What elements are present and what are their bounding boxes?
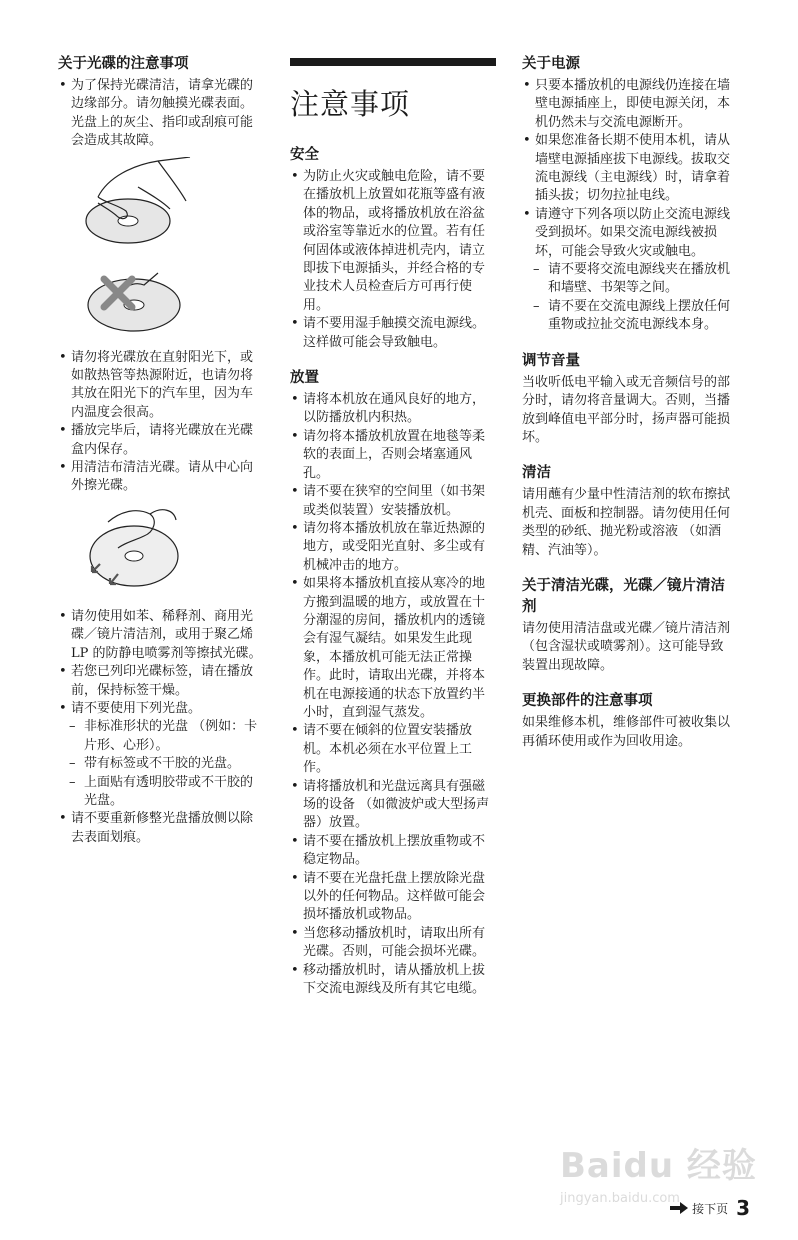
column-right bbox=[522, 54, 732, 767]
power-list bbox=[522, 77, 732, 335]
page-title: 注意事项 bbox=[290, 87, 411, 121]
section-title-cleaning: 清洁 bbox=[522, 465, 551, 482]
watermark-brand: Baidu 经验 bbox=[560, 1146, 757, 1186]
arrow-right-icon bbox=[670, 1202, 688, 1214]
list-item: • 请勿使用如苯、稀释剂、商用光碟／镜片清洁剂，或用于聚乙烯 LP 的防静电喷雾剂等擦拭光碟。 bbox=[58, 608, 264, 663]
volume-text: 当收听低电平输入或无音频信号的部分时，请勿将音量调大。否则，当播放到峰值电平部分时，扬声器可能损坏。 bbox=[522, 374, 731, 445]
list-item: • 请遵守下列各项以防止交流电源线受到损坏。如果交流电源线被损坏，可能会导致火灾或触电。 bbox=[522, 206, 732, 261]
sub-list-item: – 非标准形状的光盘 （例如：卡片形、心形）。 bbox=[58, 718, 264, 755]
section-title-power: 关于电源 bbox=[522, 56, 580, 72]
column-middle bbox=[290, 54, 496, 1014]
list-item: • 请勿将本播放机放置在地毯等柔软的表面上，否则会堵塞通风孔。 bbox=[290, 428, 496, 483]
list-item: • 请将本机放在通风良好的地方，以防播放机内积热。 bbox=[290, 391, 496, 428]
section-title-disc-care: 关于光碟的注意事项 bbox=[58, 56, 189, 72]
parts-text: 如果维修本机，维修部件可被收集以再循环使用或作为回收用途。 bbox=[522, 715, 731, 749]
disc-care-list bbox=[58, 77, 264, 114]
section-cleaning bbox=[522, 463, 732, 560]
safety-list bbox=[290, 168, 496, 352]
cleaning-text: 请用蘸有少量中性清洁剂的软布擦拭机壳、面板和控制器。请勿使用任何类型的砂纸、抛光粉或溶液 （如酒精、汽油等）。 bbox=[522, 487, 731, 558]
list-item: • 请不要在播放机上摆放重物或不稳定物品。 bbox=[290, 833, 496, 870]
list-item: • 播放完毕后，请将光碟放在光碟盒内保存。 bbox=[58, 422, 264, 459]
list-item: • 请勿将本播放机放在靠近热源的地方，或受阳光直射、多尘或有机械冲击的地方。 bbox=[290, 520, 496, 575]
section-safety bbox=[290, 145, 496, 352]
watermark-url: jingyan.baidu.com bbox=[560, 1191, 680, 1206]
disc-cleaner-text: 请勿使用清洁盘或光碟／镜片清洁剂 （包含湿状或喷雾剂）。这可能导致装置出现故障。 bbox=[522, 620, 731, 673]
disc-no-touch-illustration bbox=[78, 267, 198, 339]
list-item: • 为防止火灾或触电危险，请不要在播放机上放置如花瓶等盛有液体的物品，或将播放机放在浴盆或浴室等靠近水的位置。若有任何固体或液体掉进机壳内，请立即拔下电源插头，并经合格的专业技术人员检查后方可再行使用。 bbox=[290, 168, 496, 315]
list-item: • 当您移动播放机时，请取出所有光碟。否则，可能会损坏光碟。 bbox=[290, 925, 496, 962]
list-item: • 为了保持光碟清洁，请拿光碟的边缘部分。请勿触摸光碟表面。 bbox=[58, 77, 264, 114]
sub-list-item: – 请不要将交流电源线夹在播放机和墙壁、书架等之间。 bbox=[522, 261, 732, 298]
page-number: 3 bbox=[736, 1196, 750, 1220]
page-footer bbox=[670, 1196, 750, 1220]
section-placement bbox=[290, 368, 496, 998]
section-title-placement: 放置 bbox=[290, 370, 319, 387]
list-item: • 用清洁布清洁光碟。请从中心向外擦光碟。 bbox=[58, 459, 264, 496]
disc-wiping-illustration bbox=[78, 502, 198, 598]
section-disc-care bbox=[58, 54, 264, 847]
continued-label: 接下页 bbox=[692, 1201, 729, 1216]
list-item: • 请勿将光碟放在直射阳光下，或如散热管等热源附近，也请勿将其放在阳光下的汽车里，因为车内温度会很高。 bbox=[58, 349, 264, 423]
disc-care-list-3 bbox=[58, 608, 264, 847]
list-item: • 请将播放机和光盘远离具有强磁场的设备 （如微波炉或大型扬声器）放置。 bbox=[290, 778, 496, 833]
list-item: • 只要本播放机的电源线仍连接在墙壁电源插座上，即使电源关闭，本机仍然未与交流电源断开。 bbox=[522, 77, 732, 132]
section-power bbox=[522, 54, 732, 335]
list-item: • 若您已列印光碟标签，请在播放前，保持标签干燥。 bbox=[58, 663, 264, 700]
list-item: • 请不要用湿手触摸交流电源线。这样做可能会导致触电。 bbox=[290, 315, 496, 352]
list-item: • 如果将本播放机直接从寒冷的地方搬到温暖的地方，或放置在十分潮湿的房间，播放机内的透镜会有湿气凝结。如果发生此现象，本播放机可能无法正常操作。此时，请取出光碟，并将本机在电源接通的状态下放置约半小时，直到湿气蒸发。 bbox=[290, 575, 496, 722]
disc-hole bbox=[118, 216, 138, 226]
list-item: • 请不要使用下列光盘。 bbox=[58, 700, 264, 718]
disc-care-list-2 bbox=[58, 349, 264, 496]
list-item: • 移动播放机时，请从播放机上拔下交流电源线及所有其它电缆。 bbox=[290, 962, 496, 999]
list-item: • 请不要在狭窄的空间里（如书架或类似装置）安装播放机。 bbox=[290, 483, 496, 520]
sub-list-item: – 带有标签或不干胶的光盘。 bbox=[58, 755, 264, 773]
section-title-parts: 更换部件的注意事项 bbox=[522, 693, 653, 710]
list-item: • 请不要在倾斜的位置安装播放机。本机必须在水平位置上工作。 bbox=[290, 722, 496, 777]
section-disc-cleaner bbox=[522, 576, 732, 675]
disc-hole bbox=[125, 551, 143, 561]
section-title-volume: 调节音量 bbox=[522, 352, 580, 369]
section-volume bbox=[522, 351, 732, 448]
column-left bbox=[58, 54, 264, 863]
sub-list-item: – 请不要在交流电源线上摆放任何重物或拉扯交流电源线本身。 bbox=[522, 298, 732, 335]
section-title-disc-cleaner: 关于清洁光碟，光碟／镜片清洁剂 bbox=[522, 577, 725, 615]
section-title-safety: 安全 bbox=[290, 147, 319, 163]
placement-list bbox=[290, 391, 496, 998]
list-item: • 如果您准备长期不使用本机，请从墙壁电源插座拔下电源线。拔取交流电源线（主电源线）时，请拿着插头拔；切勿拉扯电线。 bbox=[522, 132, 732, 206]
note-text: 光盘上的灰尘、指印或刮痕可能会造成其故障。 bbox=[71, 114, 254, 149]
section-parts bbox=[522, 691, 732, 751]
title-rule bbox=[290, 58, 496, 66]
list-item: • 请不要重新修整光盘播放侧以除去表面划痕。 bbox=[58, 810, 264, 847]
disc-holding-illustration bbox=[78, 157, 198, 257]
sub-list-item: – 上面贴有透明胶带或不干胶的光盘。 bbox=[58, 774, 264, 811]
list-item: • 请不要在光盘托盘上摆放除光盘以外的任何物品。这样做可能会损坏播放机或物品。 bbox=[290, 870, 496, 925]
